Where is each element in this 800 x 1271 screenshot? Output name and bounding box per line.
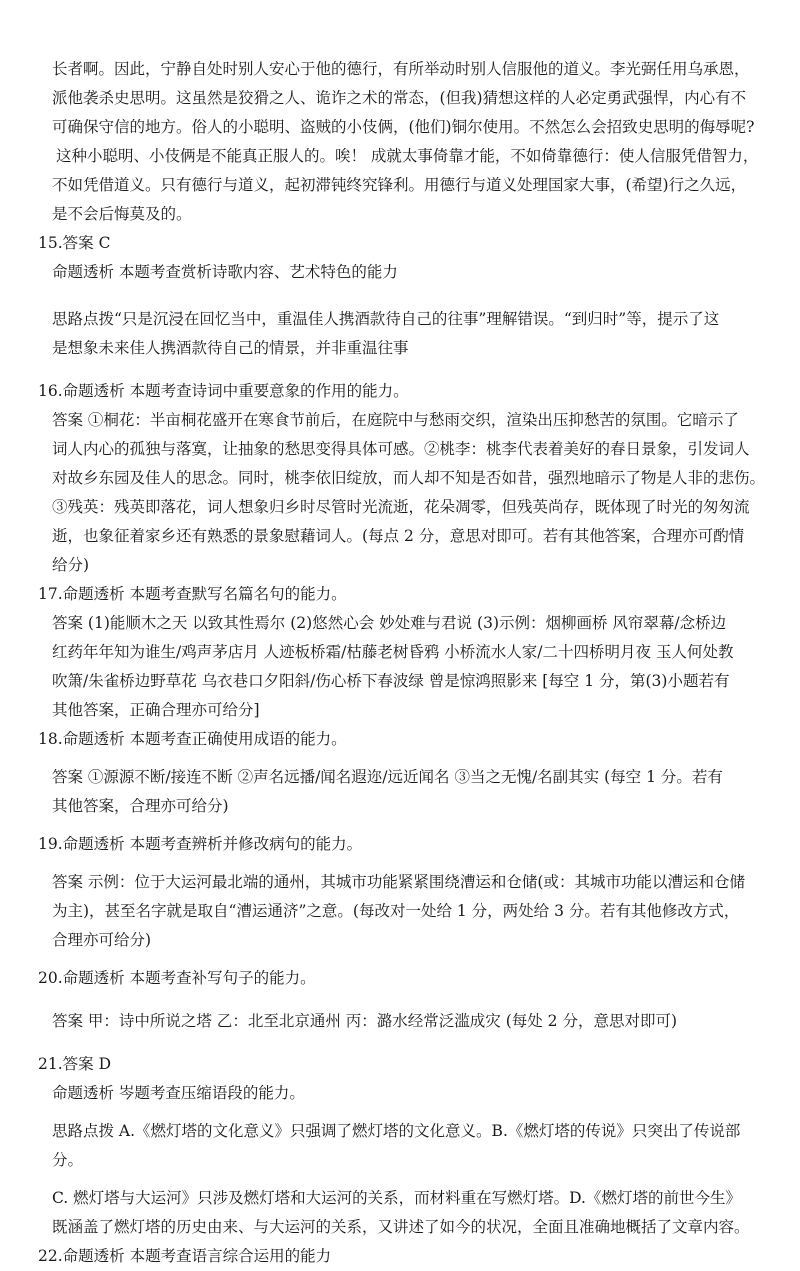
text-line: 红药年年知为谁生/鸡声茅店月 人迹板桥霜/枯藤老树昏鸦 小桥流水人家/二十四桥明月夜 玉人何处教: [52, 643, 734, 661]
text-line: 这种小聪明、小伎俩是不能真正服人的。唉！ 成就太事倚靠才能，不如倚靠德行：使人信服凭借智力，: [56, 147, 759, 165]
text-line: 对故乡东园及佳人的思念。同时，桃李依旧绽放，而人却不知是否如昔，强烈地暗示了物是人非的悲伤。: [52, 469, 766, 487]
thinking-hint: [38, 305, 770, 363]
thinking-hint: [38, 1117, 770, 1175]
question-16: [38, 377, 770, 580]
question-22: [38, 1242, 770, 1271]
answer-page: [0, 55, 800, 1265]
text-line: C. 燃灯塔与大运河》只涉及燃灯塔和大运河的关系，而材料重在写燃灯塔。D.《燃灯塔的前世今生》: [52, 1189, 741, 1207]
thinking-hint-continued: [38, 1184, 770, 1242]
answer-text: [38, 868, 770, 955]
text-line: 其他答案，合理亦可给分): [52, 797, 229, 815]
text-line: 答案 (1)能顺木之天 以致其性焉尔 (2)悠然心会 妙处难与君说 (3)示例：烟柳画桥 风帘翠幕/念桥边: [52, 614, 727, 632]
question-20: [38, 964, 770, 1036]
text-line: 合理亦可给分): [52, 931, 152, 949]
question-15: [38, 229, 770, 363]
text-line: 分。: [52, 1151, 84, 1169]
question-number: 17.命题透析 本题考查默写名篇名句的能力。: [38, 585, 347, 603]
text-line: 既涵盖了燃灯塔的历史由来、与大运河的关系，又讲述了如今的状况，全面且准确地概括了文章内容。: [52, 1218, 750, 1236]
text-line: 是不会后悔莫及的。: [52, 205, 192, 223]
analysis-line: 命题透析 本题考查赏析诗歌内容、艺术特色的能力: [52, 263, 398, 281]
answer-text: [38, 763, 770, 821]
text-line: 长者啊。因此，宁静自处时别人安心于他的德行，有所举动时别人信服他的道义。李光弼任用乌承恩，: [52, 60, 750, 78]
question-number: 15.答案 C: [38, 234, 111, 252]
text-line: 其他答案，正确合理亦可给分]: [52, 701, 260, 719]
text-line: 不如凭借道义。只有德行与道义，起初滞钝终究锋利。用德行与道义处理国家大事，(希望)行之久远，: [52, 176, 747, 194]
text-line: 派他袭杀史思明。这虽然是狡猾之人、诡诈之术的常态，(但我)猜想这样的人必定勇武强悍，内心有不: [52, 89, 747, 107]
text-line: 给分): [52, 556, 90, 574]
question-18: [38, 725, 770, 821]
text-line: 是想象未来佳人携酒款待自己的情景，并非重温往事: [52, 339, 409, 357]
question-number: 20.命题透析 本题考查补写句子的能力。: [38, 969, 316, 987]
question-number: 22.命题透析 本题考查语言综合运用的能力: [38, 1247, 332, 1265]
answer-text: [38, 406, 770, 580]
translation-paragraph: [38, 55, 770, 229]
text-line: 吹箫/朱雀桥边野草花 乌衣巷口夕阳斜/伤心桥下春波绿 曾是惊鸿照影来 [每空 1 分，第(3)小题若有: [52, 672, 730, 690]
analysis-line: 命题透析 岑题考查压缩语段的能力。: [52, 1084, 305, 1102]
text-line: 思路点拨“只是沉浸在回忆当中，重温佳人携酒款待自己的往事”理解错误。“到归时”等，提示了这: [52, 310, 720, 328]
text-line: 逝，也象征着家乡还有熟悉的景象慰藉词人。(每点 2 分，意思对即可。若有其他答案，合理亦可酌情: [52, 527, 745, 545]
text-line: 为主)，甚至名字就是取自“漕运通济”之意。(每改对一处给 1 分，两处给 3 分。若有其他修改方式，: [52, 902, 740, 920]
question-number: 21.答案 D: [38, 1055, 112, 1073]
question-21: [38, 1050, 770, 1242]
question-number: 19.命题透析 本题考查辨析并修改病句的能力。: [38, 835, 363, 853]
question-17: [38, 580, 770, 725]
text-line: 思路点拨 A.《燃灯塔的文化意义》只强调了燃灯塔的文化意义。B.《燃灯塔的传说》只突出了传说部: [52, 1122, 741, 1140]
question-number: 18.命题透析 本题考查正确使用成语的能力。: [38, 730, 347, 748]
text-line: 答案 ①源源不断/接连不断 ②声名远播/闻名遐迩/远近闻名 ③当之无愧/名副其实 (每空 1 分。若有: [52, 768, 723, 786]
text-line: 词人内心的孤独与落寞，让抽象的愁思变得具体可感。②桃李：桃李代表着美好的春日景象，引发词人: [52, 440, 750, 458]
text-line: 答案 ①桐花：半亩桐花盛开在寒食节前后，在庭院中与愁雨交织，渲染出压抑愁苦的氛围。它暗示了: [52, 411, 739, 429]
answer-text: 答案 甲：诗中所说之塔 乙：北至北京通州 丙：潞水经常泛滥成灾 (每处 2 分，意思对即可): [52, 1012, 678, 1030]
text-line: 答案 示例：位于大运河最北端的通州，其城市功能紧紧围绕漕运和仓储(或：其城市功能以漕运和仓储: [52, 873, 745, 891]
question-19: [38, 830, 770, 955]
answer-text: [38, 609, 770, 725]
question-number: 16.命题透析 本题考查诗词中重要意象的作用的能力。: [38, 382, 409, 400]
text-line: 可确保守信的地方。俗人的小聪明、盗贼的小伎俩，(他们)铜尔使用。不然怎么会招致史思明的侮辱呢?: [52, 118, 755, 136]
text-line: ③残英：残英即落花，词人想象归乡时尽管时光流逝，花朵凋零，但残英尚存，既体现了时光的匆匆流: [52, 498, 750, 516]
